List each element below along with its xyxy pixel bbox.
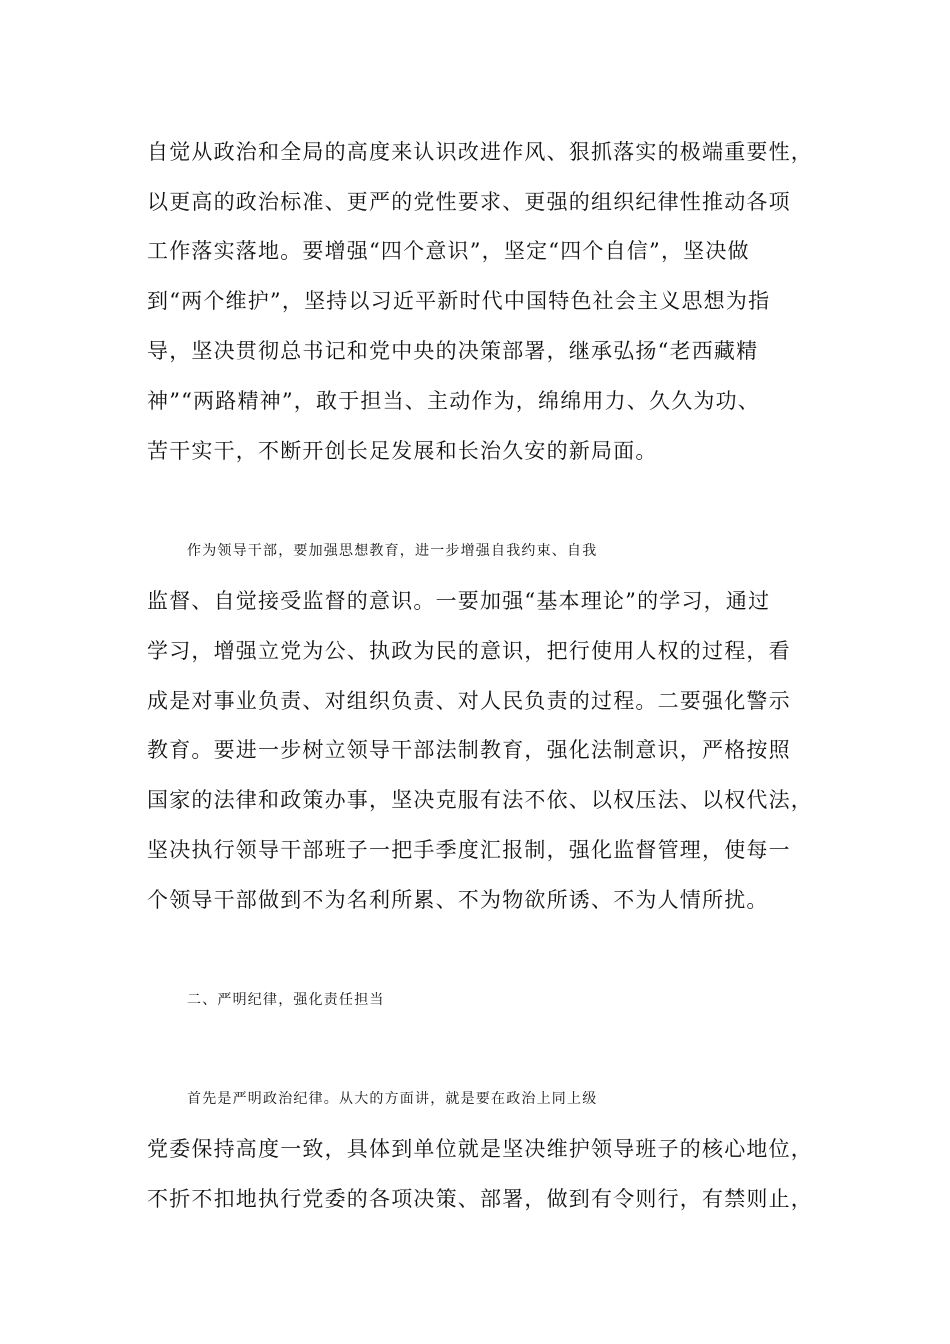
text-line: 自觉从政治和全局的高度来认识改进作风、狠抓落实的极端重要性，	[147, 140, 813, 164]
text-line: 国家的法律和政策办事，坚决克服有法不依、以权压法、以权代法，	[147, 788, 813, 812]
text-line: 工作落实落地。要增强“四个意识”，坚定“四个自信”，坚决做	[147, 239, 750, 263]
text-line: 神”“两路精神”，敢于担当、主动作为，绵绵用力、久久为功、	[147, 389, 761, 413]
text-line: 导，坚决贯彻总书记和党中央的决策部署，继承弘扬“老西藏精	[147, 339, 759, 363]
text-line: 不折不扣地执行党委的各项决策、部署，做到有令则行，有禁则止，	[147, 1187, 813, 1211]
text-line: 苦干实干，不断开创长足发展和长治久安的新局面。	[147, 439, 658, 463]
text-line: 以更高的政治标准、更严的党性要求、更强的组织纪律性推动各项	[147, 190, 791, 214]
text-line: 学习，增强立党为公、执政为民的意识，把行使用人权的过程，看	[147, 639, 791, 663]
text-line: 坚决执行领导干部班子一把手季度汇报制，强化监督管理，使每一	[147, 838, 791, 862]
text-line: 监督、自觉接受监督的意识。一要加强“基本理论”的学习，通过	[147, 589, 771, 613]
text-line: 个领导干部做到不为名利所累、不为物欲所诱、不为人情所扰。	[147, 888, 769, 912]
text-line: 作为领导干部，要加强思想教育，进一步增强自我约束、自我	[187, 543, 598, 559]
text-line: 成是对事业负责、对组织负责、对人民负责的过程。二要强化警示	[147, 689, 791, 713]
text-line: 首先是严明政治纪律。从大的方面讲，就是要在政治上同上级	[187, 1091, 598, 1107]
text-line: 党委保持高度一致，具体到单位就是坚决维护领导班子的核心地位，	[147, 1137, 813, 1161]
text-line: 到“两个维护”，坚持以习近平新时代中国特色社会主义思想为指	[147, 289, 771, 313]
text-line: 教育。要进一步树立领导干部法制教育，强化法制意识，严格按照	[147, 738, 791, 762]
section-heading: 二、严明纪律，强化责任担当	[187, 992, 385, 1008]
